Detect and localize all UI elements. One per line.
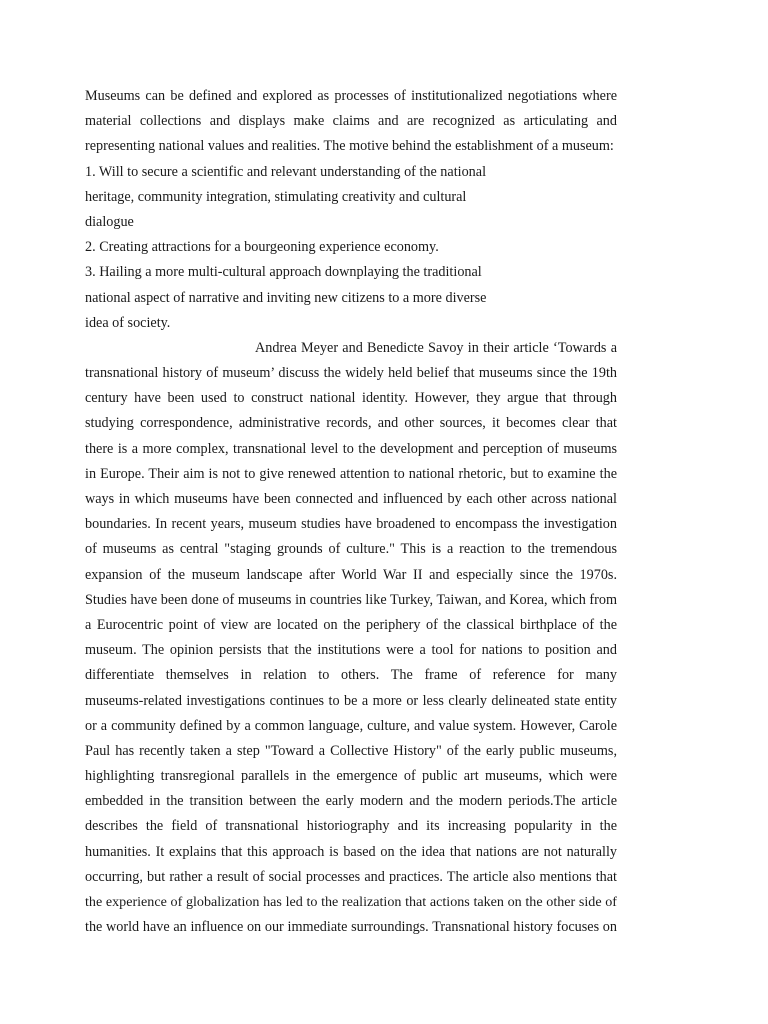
text-line: the experience of globalization has led to the realization that actions taken on the other side of	[85, 894, 617, 910]
text-line: humanities. It explains that this approach is based on the idea that nations are not naturally	[85, 843, 617, 860]
text-line: Andrea Meyer and Benedicte Savoy in their article ‘Towards a	[255, 339, 617, 356]
text-line: occurring, but rather a result of social processes and practices. The article also mentions that	[85, 868, 617, 885]
text-line: there is a more complex, transnational level to the development and perception of museums	[85, 440, 617, 457]
text-line: the world have an influence on our immediate surroundings. Transnational history focuses on	[85, 919, 617, 936]
text-line: Studies have been done of museums in countries like Turkey, Taiwan, and Korea, which from	[85, 591, 617, 608]
text-line: differentiate themselves in relation to others. The frame of reference for many	[85, 667, 617, 684]
text-line: studying correspondence, administrative records, and other sources, it becomes clear that	[85, 415, 617, 432]
list-item: 1. Will to secure a scientific and relevant understanding of the national	[85, 163, 487, 180]
list-item-continuation: idea of society.	[85, 314, 171, 331]
text-line: a Eurocentric point of view are located on the periphery of the classical birthplace of the	[85, 616, 617, 633]
text-line: describes the field of transnational historiography and its increasing popularity in the	[85, 818, 617, 835]
text-line: material collections and displays make claims and are recognized as articulating and	[85, 113, 617, 130]
text-line: boundaries. In recent years, museum studies have broadened to encompass the investigation	[85, 516, 617, 533]
text-line: in Europe. Their aim is not to give renewed attention to national rhetoric, but to examine the	[85, 465, 617, 482]
list-item-continuation: dialogue	[85, 213, 134, 230]
body-text	[85, 84, 617, 940]
text-line: museums-related investigations continues to be a more or less clearly delineated state entity	[85, 692, 617, 709]
text-line: or a community defined by a common language, culture, and value system. However, Carole	[85, 717, 617, 734]
text-line: Museums can be defined and explored as processes of institutionalized negotiations where	[85, 88, 617, 104]
text-line: highlighting transregional parallels in the emergence of public art museums, which were	[85, 768, 617, 785]
text-line: Paul has recently taken a step "Toward a Collective History" of the early public museums,	[85, 742, 617, 759]
text-line: transnational history of museum’ discuss the widely held belief that museums since the 19th	[85, 365, 617, 382]
text-line: expansion of the museum landscape after World War II and especially since the 1970s.	[85, 566, 617, 583]
text-line: of museums as central "staging grounds of culture." This is a reaction to the tremendous	[85, 541, 617, 558]
list-item-continuation: national aspect of narrative and inviting new citizens to a more diverse	[85, 289, 487, 306]
text-line: century have been used to construct national identity. However, they argue that through	[85, 390, 617, 407]
list-item: 2. Creating attractions for a bourgeoning experience economy.	[85, 239, 439, 256]
list-item: 3. Hailing a more multi-cultural approach downplaying the traditional	[85, 264, 482, 281]
list-item-continuation: heritage, community integration, stimulating creativity and cultural	[85, 188, 467, 205]
text-line: ways in which museums have been connected and influenced by each other across national	[85, 491, 617, 507]
text-line: museum. The opinion persists that the institutions were a tool for nations to position and	[85, 642, 617, 659]
text-line: embedded in the transition between the early modern and the modern periods.The article	[85, 793, 617, 810]
text-line: representing national values and realities. The motive behind the establishment of a museum:	[85, 138, 614, 155]
